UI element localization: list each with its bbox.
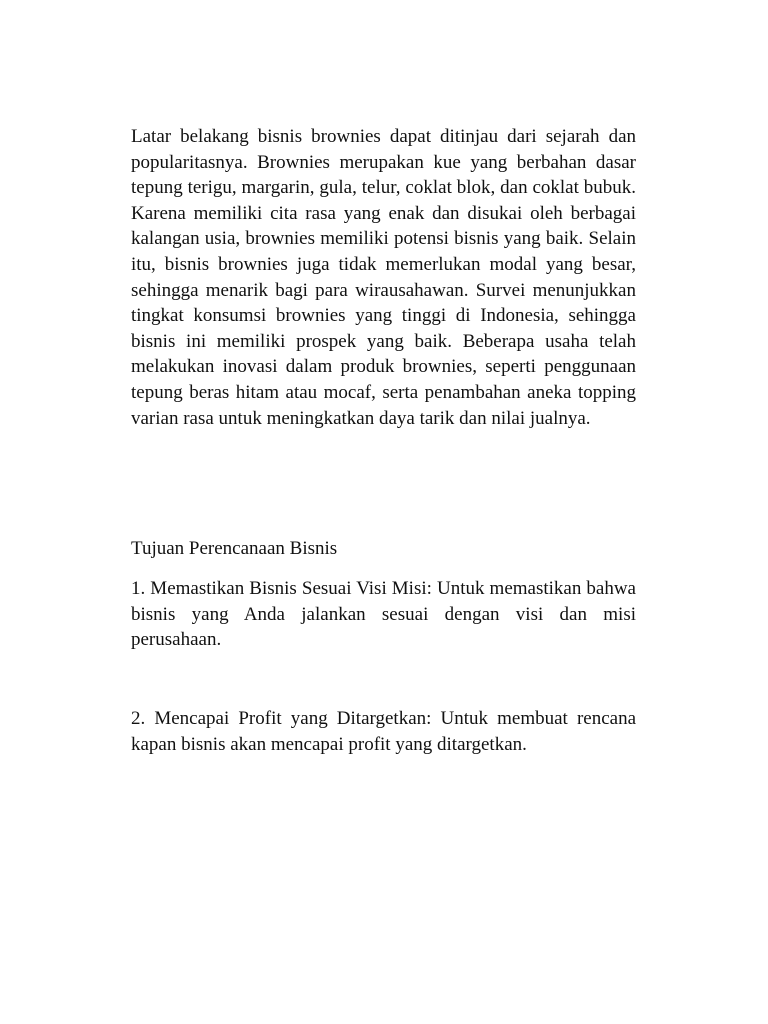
list-item: 1. Memastikan Bisnis Sesuai Visi Misi: Untuk memastikan bahwa bisnis yang Anda jalankan sesuai dengan visi dan misi perusahaan. — [131, 578, 636, 651]
document-page — [131, 124, 636, 755]
list-item: 2. Mencapai Profit yang Ditargetkan: Untuk membuat rencana kapan bisnis akan mencapai profit yang ditargetkan. — [131, 708, 636, 755]
section-heading: Tujuan Perencanaan Bisnis — [131, 538, 338, 559]
intro-paragraph: Latar belakang bisnis brownies dapat ditinjau dari sejarah dan popularitasnya. Brownies merupakan kue yang berbahan dasar tepung terigu, margarin, gula, telur, coklat blok, dan coklat bubuk. Karena memiliki cita rasa yang enak dan disukai oleh berbagai kalangan usia, brownies memiliki potensi bisnis yang baik. Selain itu, bisnis brownies juga tidak memerlukan modal yang besar, sehingga menarik bagi para wirausahawan. Survei menunjukkan tingkat konsumsi brownies yang tinggi di Indonesia, sehingga bisnis ini memiliki prospek yang baik. Beberapa usaha telah melakukan inovasi dalam produk brownies, seperti penggunaan tepung beras hitam atau mocaf, serta penambahan aneka topping varian rasa untuk meningkatkan daya tarik dan nilai jualnya. — [131, 126, 636, 429]
